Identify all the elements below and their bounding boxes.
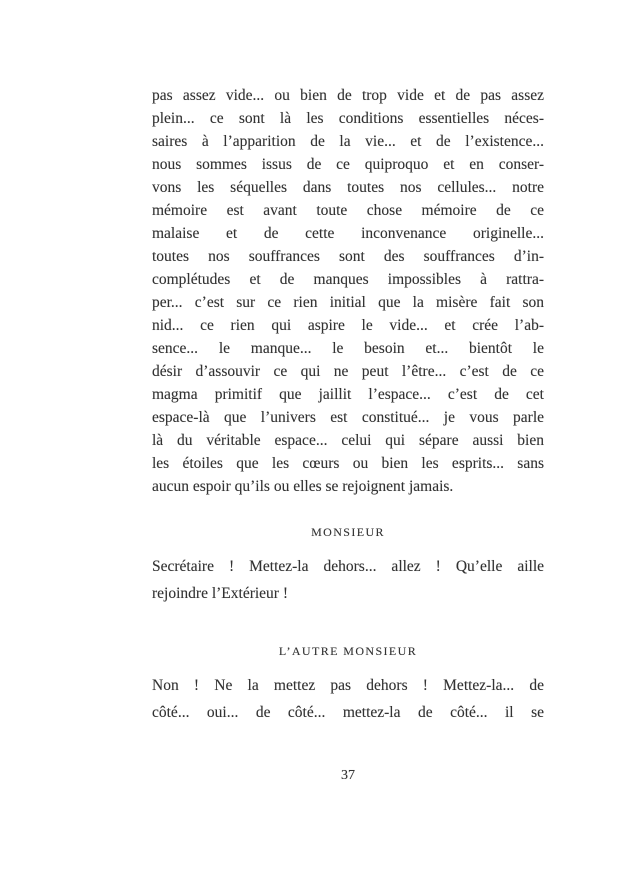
dialogue-lines xyxy=(152,672,544,726)
paragraph-line: désir d’assouvir ce qui ne peut l’être... c’est de ce xyxy=(152,363,544,380)
paragraph-line: nous sommes issus de ce quiproquo et en conser- xyxy=(152,156,544,173)
paragraph-line: vons les séquelles dans toutes nos cellules... notre xyxy=(152,179,544,196)
paragraph-line: saires à l’apparition de la vie... et de l’existence... xyxy=(152,133,544,150)
text-column xyxy=(152,84,544,786)
dialogue-line: Non ! Ne la mettez pas dehors ! Mettez-la... de xyxy=(152,677,544,694)
paragraph-line: toutes nos souffrances sont des souffrances d’in- xyxy=(152,248,544,265)
dialogue-line: Secrétaire ! Mettez-la dehors... allez ! Qu’elle aille xyxy=(152,558,544,575)
paragraph-line: per... c’est sur ce rien initial que la misère fait son xyxy=(152,294,544,311)
dialogue-line: rejoindre l’Extérieur ! xyxy=(152,585,288,602)
paragraph-line: complétudes et de manques impossibles à rattra- xyxy=(152,271,544,288)
paragraph-line: nid... ce rien qui aspire le vide... et crée l’ab- xyxy=(152,317,544,334)
speaker-heading: MONSIEUR xyxy=(311,525,385,539)
body-paragraph xyxy=(152,84,544,498)
speech-block-monsieur xyxy=(152,524,544,607)
paragraph-line: espace-là que l’univers est constitué... je vous parle xyxy=(152,409,544,426)
paragraph-line: plein... ce sont là les conditions essentielles néces- xyxy=(152,110,544,127)
paragraph-line: pas assez vide... ou bien de trop vide et de pas assez xyxy=(152,87,544,104)
paragraph-line: malaise et de cette inconvenance originelle... xyxy=(152,225,544,242)
paragraph-line: mémoire est avant toute chose mémoire de ce xyxy=(152,202,544,219)
dialogue-lines xyxy=(152,553,544,607)
paragraph-line: magma primitif que jaillit l’espace... c’est de cet xyxy=(152,386,544,403)
speech-block-autre-monsieur xyxy=(152,643,544,726)
paragraph-line: là du véritable espace... celui qui sépare aussi bien xyxy=(152,432,544,449)
paragraph-line: sence... le manque... le besoin et... bientôt le xyxy=(152,340,544,357)
speaker-heading: L’AUTRE MONSIEUR xyxy=(278,644,418,658)
paragraph-line: les étoiles que les cœurs ou bien les esprits... sans xyxy=(152,455,544,472)
paragraph-line: aucun espoir qu’ils ou elles se rejoignent jamais. xyxy=(152,478,454,495)
page-number: 37 xyxy=(341,768,355,783)
dialogue-line: côté... oui... de côté... mettez-la de côté... il se xyxy=(152,704,544,721)
